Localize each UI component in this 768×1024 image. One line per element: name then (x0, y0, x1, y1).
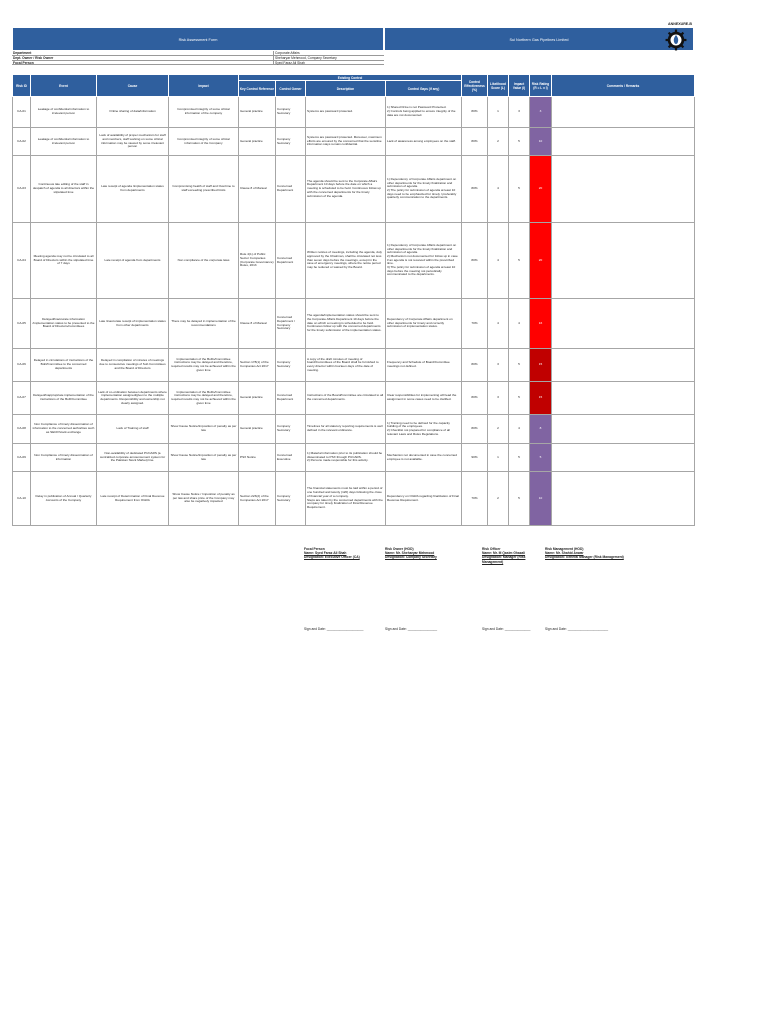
cause-cell: Online sharing of data/information (97, 97, 169, 128)
comments-cell (552, 223, 695, 299)
risk-id-cell: CA-09 (13, 444, 31, 472)
cause-cell: Late /inaccurate receipt of implementation status from other departments (97, 299, 169, 349)
description-cell: Timelines for all statutory reporting requirements is well defined in the relevant ordinance. (306, 415, 386, 444)
comments-cell (552, 128, 695, 156)
control-gaps-cell: 1) Training need to be defined for the capacity building of the employees. 2) Checklist not prepared for compliance of all relevant Laws and Rules Regulations. (386, 415, 462, 444)
sig-designation: Designation: Executive Officer (CA) (304, 555, 360, 560)
impact-cell: Show Cause Notice/Imposition of penalty as per law (169, 444, 239, 472)
sig-designation: Designation: General Manager (Risk Management) (545, 555, 624, 560)
signature-focal-person (304, 547, 360, 560)
effectiveness-cell: 70% (462, 299, 488, 349)
impact-cell: Show Cause Notice / Imposition of penalty as per law and share price of the Company may also be negatively impacted (169, 472, 239, 526)
risk-id-cell: CA-07 (13, 382, 31, 415)
key-control-cell: General practice (239, 128, 276, 156)
likelihood-cell: 4 (488, 156, 509, 223)
sig-role: Focal Person (304, 547, 325, 551)
table-row (13, 382, 695, 415)
col-cause: Cause (97, 75, 169, 97)
risk-rating-cell: 10 (530, 472, 552, 526)
table-row (13, 444, 695, 472)
col-comments: Comments / Remarks (552, 75, 695, 97)
col-description: Description (306, 81, 386, 97)
control-gaps-cell: 1) Dependency of Corporate Affairs department on other departments for the timely finalization and submission of agenda. 2) Mechanism not documented for follow up in case if an agenda is not received within the prescribed time. 3) The policy for submission of agenda at least 10 days before the meeting not periodically communicated to the departments. (386, 223, 462, 299)
risk-table (12, 74, 695, 526)
sig-role: Risk Officer (482, 547, 501, 551)
control-gaps-cell: Lack of awareness among employees on the staff. (386, 128, 462, 156)
description-cell: The agenda/implementation status should be sent to the Corporate Affairs Department 10 days before the date on which a meeting is scheduled to be held. Continuous follow up with the concerned departments for the timely submission of the implementation status. (306, 299, 386, 349)
control-owner-cell: Company Secretary (276, 472, 306, 526)
risk-id-cell: CA-03 (13, 156, 31, 223)
comments-cell (552, 349, 695, 382)
risk-id-cell: CA-08 (13, 415, 31, 444)
risk-id-cell: CA-10 (13, 472, 31, 526)
form-title-bar (12, 27, 384, 51)
impact-value-cell: 5 (509, 128, 530, 156)
sig-role: Risk Owner (HOD) (385, 547, 414, 551)
key-control-cell: Section 178(1) of the Companies Act 2017 (239, 349, 276, 382)
control-owner-cell: Concerned Department (276, 382, 306, 415)
description-cell: Systems are password protected. (306, 97, 386, 128)
sig-designation: Designation: Manager (Risk Management) (482, 555, 526, 564)
table-row (13, 223, 695, 299)
impact-cell: Compromised integrity of some critical information of the Company (169, 128, 239, 156)
risk-id-cell: CA-05 (13, 299, 31, 349)
sig-name: Name: Syed Faraz Ali Shah (304, 551, 347, 556)
table-row (13, 156, 695, 223)
sig-name: Name: Mr. Sheharyar Mehmood (385, 551, 435, 556)
sig-designation: Designation: Company Secretary (385, 555, 437, 560)
impact-cell: Non compliance of the corporate laws (169, 223, 239, 299)
impact-value-cell: 4 (509, 415, 530, 444)
event-cell: Delay in publication of Annual / Quarterly Accounts of the Company (31, 472, 97, 526)
likelihood-cell: 4 (488, 223, 509, 299)
annexure-label: ANNEXURE-B (668, 22, 692, 26)
impact-value-cell: 3 (509, 97, 530, 128)
likelihood-cell: 4 (488, 299, 509, 349)
risk-rating-cell: 16 (530, 299, 552, 349)
cause-cell: Delayed in compilation of minutes of meetings due to consecutive meetings of Sub Committees and the Board of Directors (97, 349, 169, 382)
company-logo-icon (665, 29, 687, 51)
impact-cell: Show Cause Notice/Imposition of penalty as per law (169, 415, 239, 444)
table-row (13, 472, 695, 526)
info-value: Corporate Affairs (275, 51, 300, 55)
cause-cell: Late receipt of Determination of Final Revenue Requirement from OGRA (97, 472, 169, 526)
likelihood-cell: 3 (488, 382, 509, 415)
company-bar (384, 27, 694, 51)
cause-cell: Lack of co-ordination between departments where implementation assigned/given to the multiple departments. Responsibility and ownership not clearly assigned. (97, 382, 169, 415)
table-row (13, 349, 695, 382)
impact-value-cell: 5 (509, 223, 530, 299)
effectiveness-cell: 90% (462, 444, 488, 472)
info-value: Sheharyar Mehmood, Company Secretary (275, 55, 337, 60)
info-block (12, 51, 384, 65)
event-cell: Continuous late editing of the staff in despatch of agenda to all directors within the stipulated time (31, 156, 97, 223)
event-cell: Delayed in circulations of instructions of the BoD/Committee to the concerned departments (31, 349, 97, 382)
effectiveness-cell: 80% (462, 349, 488, 382)
key-control-cell: Rule 4(1) of Public Sector Companies (Corporate Governance) Rules, 2013 (239, 223, 276, 299)
likelihood-cell: 1 (488, 444, 509, 472)
risk-rating-cell: 15 (530, 349, 552, 382)
table-row (13, 299, 695, 349)
event-cell: Delayed/inappropriate implementation of the instructions of the BoD/Committee (31, 382, 97, 415)
sign-date-field[interactable]: Sign and Date: ____________________ (304, 627, 364, 631)
risk-rating-cell: 8 (530, 415, 552, 444)
col-impact-value: Impact Value (I) (509, 75, 530, 97)
sign-date-field[interactable]: Sign and Date: ______________________ (545, 627, 609, 631)
signature-risk-owner (385, 547, 437, 560)
likelihood-cell: 1 (488, 97, 509, 128)
info-row-focal-person (12, 61, 384, 66)
signature-risk-officer (482, 547, 542, 564)
likelihood-cell: 2 (488, 415, 509, 444)
risk-rating-cell: 5 (530, 444, 552, 472)
col-existing-control: Existing Control (239, 75, 462, 81)
table-row (13, 97, 695, 128)
col-risk-id: Risk ID (13, 75, 31, 97)
comments-cell (552, 299, 695, 349)
description-cell: Systems are password protected. Moreover, maximum efforts are ensured by the concerned that the sensitive information stays remain confidential. (306, 128, 386, 156)
info-label: Focal Person (12, 61, 274, 65)
table-row (13, 415, 695, 444)
risk-id-cell: CA-04 (13, 223, 31, 299)
control-gaps-cell: Frequency and Schedule of Board/Committee meetings not defined. (386, 349, 462, 382)
control-owner-cell: Concerned Executive (276, 444, 306, 472)
event-cell: Leakage of confidential information to irrelevant person (31, 128, 97, 156)
effectiveness-cell: 80% (462, 97, 488, 128)
comments-cell (552, 472, 695, 526)
control-owner-cell: Concerned Department (276, 156, 306, 223)
effectiveness-cell: 70% (462, 472, 488, 526)
description-cell: Instructions of the Board/Committee are circulated to all the concerned departments. (306, 382, 386, 415)
event-cell: Non Compliance of timely dissemination of information (31, 444, 97, 472)
likelihood-cell: 2 (488, 128, 509, 156)
control-gaps-cell: Dependency of Corporate Affairs department on other departments for timely and correctly submission of implementation status. (386, 299, 462, 349)
cause-cell: Late receipt of agenda /implementation status from departments (97, 156, 169, 223)
info-label: Department (12, 51, 274, 55)
control-owner-cell: Company Secretary (276, 415, 306, 444)
risk-rating-cell: 3 (530, 97, 552, 128)
comments-cell (552, 97, 695, 128)
likelihood-cell: 2 (488, 472, 509, 526)
impact-value-cell: 5 (509, 156, 530, 223)
info-label: Dept. Owner / Risk Owner (12, 56, 274, 60)
col-control-owner: Control Owner (276, 81, 306, 97)
risk-rating-cell: 20 (530, 156, 552, 223)
event-cell: Delayed/Inaccurate information /implementation status to be presented to the Board of Directors/committees (31, 299, 97, 349)
company-name: Sui Northern Gas Pipelines Limited (509, 38, 569, 42)
risk-rating-cell: 20 (530, 223, 552, 299)
description-cell: Written notices of meetings, including the agenda, duly approved by the Chairman, shall be circulated not less than seven days before the meetings, except in the case of emergency meetings, where the notice period may be reduced or waived by the Board. (306, 223, 386, 299)
form-header (12, 27, 694, 51)
effectiveness-cell: 80% (462, 223, 488, 299)
effectiveness-cell: 80% (462, 415, 488, 444)
col-risk-rating: Risk Rating (R = L x I) (530, 75, 552, 97)
impact-value-cell: 5 (509, 382, 530, 415)
cause-cell: Late receipt of agenda from departments (97, 223, 169, 299)
key-control-cell: Clause 8 of Manual (239, 299, 276, 349)
impact-cell: Compromising health of staff and Overtime to staff exceeding prescribed limits (169, 156, 239, 223)
description-cell: The financial statements must be laid within a period of one hundred and twenty (120) days following the close of financial year of a company. Steps are taken by the concerned departments with the company for timely finalization of Final Revenue Requirement. (306, 472, 386, 526)
impact-value-cell: 5 (509, 349, 530, 382)
impact-value-cell: 4 (509, 299, 530, 349)
key-control-cell: PSX Notice (239, 444, 276, 472)
key-control-cell: Section 223(2) of the Companies Act 2017 (239, 472, 276, 526)
likelihood-cell: 3 (488, 349, 509, 382)
sig-role: Risk Management (HOD) (545, 547, 584, 551)
col-impact: Impact (169, 75, 239, 97)
comments-cell (552, 415, 695, 444)
cause-cell: Non-availability of dedicated PUCARS (a centralized corporate announcement system for the Pakistan Stock Market) line. (97, 444, 169, 472)
key-control-cell: General practice (239, 97, 276, 128)
cause-cell: Lack of Training of staff (97, 415, 169, 444)
sign-date-field[interactable]: Sign and Date: ______________ (482, 627, 531, 631)
control-owner-cell: Company Secretary (276, 97, 306, 128)
control-owner-cell: Company Secretary (276, 128, 306, 156)
event-cell: Meeting agenda may not be circulated to all Board of Directors within the stipulated time of 7 days (31, 223, 97, 299)
risk-id-cell: CA-06 (13, 349, 31, 382)
control-gaps-cell: Mechanism not documented in case the concerned employee is not available. (386, 444, 462, 472)
risk-rating-cell: 10 (530, 128, 552, 156)
key-control-cell: General practice (239, 415, 276, 444)
comments-cell (552, 156, 695, 223)
event-cell: Leakage of confidential information to irrelevant person (31, 97, 97, 128)
cause-cell: Lack of availability of proper mechanism for staff and members, staff working on some critical information may be viewed by some irrelevant person (97, 128, 169, 156)
description-cell: A copy of the draft minutes of meeting of board/Committees of the Board shall be furnished to every director within fourteen days of the date of meeting. (306, 349, 386, 382)
risk-id-cell: CA-01 (13, 97, 31, 128)
impact-value-cell: 5 (509, 444, 530, 472)
key-control-cell: General practice (239, 382, 276, 415)
sig-name: Name: Mr. M Qasim Ghazali (482, 551, 526, 556)
control-owner-cell: Concerned Department (276, 223, 306, 299)
effectiveness-cell: 80% (462, 128, 488, 156)
control-gaps-cell: Clear responsibilities for implementing will lead the assignment in some cases need to be clarified. (386, 382, 462, 415)
signature-risk-management (545, 547, 624, 560)
description-cell: The agenda should be sent to the Corporate Affairs Department 10 days before the date on which a meeting is scheduled to be held. Continuous follow up with the concerned departments for the timely submission of the agenda. (306, 156, 386, 223)
impact-cell: Implementation of the BoDs/Committee instructions may be delayed and therefore, required results may not be achieved within the given time (169, 349, 239, 382)
description-cell: 1) Material information prior to its publication should be disseminated to PSX through PUCARS. 2) Persons made responsible for this activity. (306, 444, 386, 472)
col-effectiveness: Control Effectiveness (%) (462, 75, 488, 97)
impact-cell: Compromised integrity of some critical information of the company (169, 97, 239, 128)
comments-cell (552, 444, 695, 472)
table-row (13, 128, 695, 156)
sig-name: Name: Mr. Shahid Anwar (545, 551, 584, 556)
impact-cell: Implementation of the BoDs/Committee instructions may be delayed and therefore, required results may not be achieved within the given time (169, 382, 239, 415)
comments-cell (552, 382, 695, 415)
col-key-control: Key Control Reference (239, 81, 276, 97)
impact-value-cell: 5 (509, 472, 530, 526)
risk-rating-cell: 15 (530, 382, 552, 415)
control-gaps-cell: Dependency on OGRA regarding finalization of Final Revenue Requirement. (386, 472, 462, 526)
effectiveness-cell: 80% (462, 156, 488, 223)
info-value: Syed Faraz Ali Shah (275, 60, 305, 65)
sign-date-field[interactable]: Sign and Date: ________________ (385, 627, 438, 631)
col-likelihood: Likelihood Score (L) (488, 75, 509, 97)
control-owner-cell: Concerned Department / Company Secretary (276, 299, 306, 349)
impact-cell: There may be delayed in implementation of the recommendations (169, 299, 239, 349)
risk-id-cell: CA-02 (13, 128, 31, 156)
control-gaps-cell: 1) Shared Drive is not Password Protected. 2) Controls being applied to ensure integrity of the data are not documented. (386, 97, 462, 128)
event-cell: Non Compliance of timely dissemination of information to the concerned authorities such as SECP/stock exchange (31, 415, 97, 444)
control-owner-cell: Company Secretary (276, 349, 306, 382)
form-title: Risk Assessment Form (178, 38, 218, 42)
col-event: Event (31, 75, 97, 97)
key-control-cell: Clause 8 of Manual (239, 156, 276, 223)
col-control-gaps: Control Gaps (if any) (386, 81, 462, 97)
control-gaps-cell: 1) Dependency of Corporate Affairs department on other departments for the timely finalization and submission of agenda. 2) The policy for submission of agenda at least 10 days need to be emphasized for timely / preferably quarterly communication to the departments. (386, 156, 462, 223)
effectiveness-cell: 80% (462, 382, 488, 415)
